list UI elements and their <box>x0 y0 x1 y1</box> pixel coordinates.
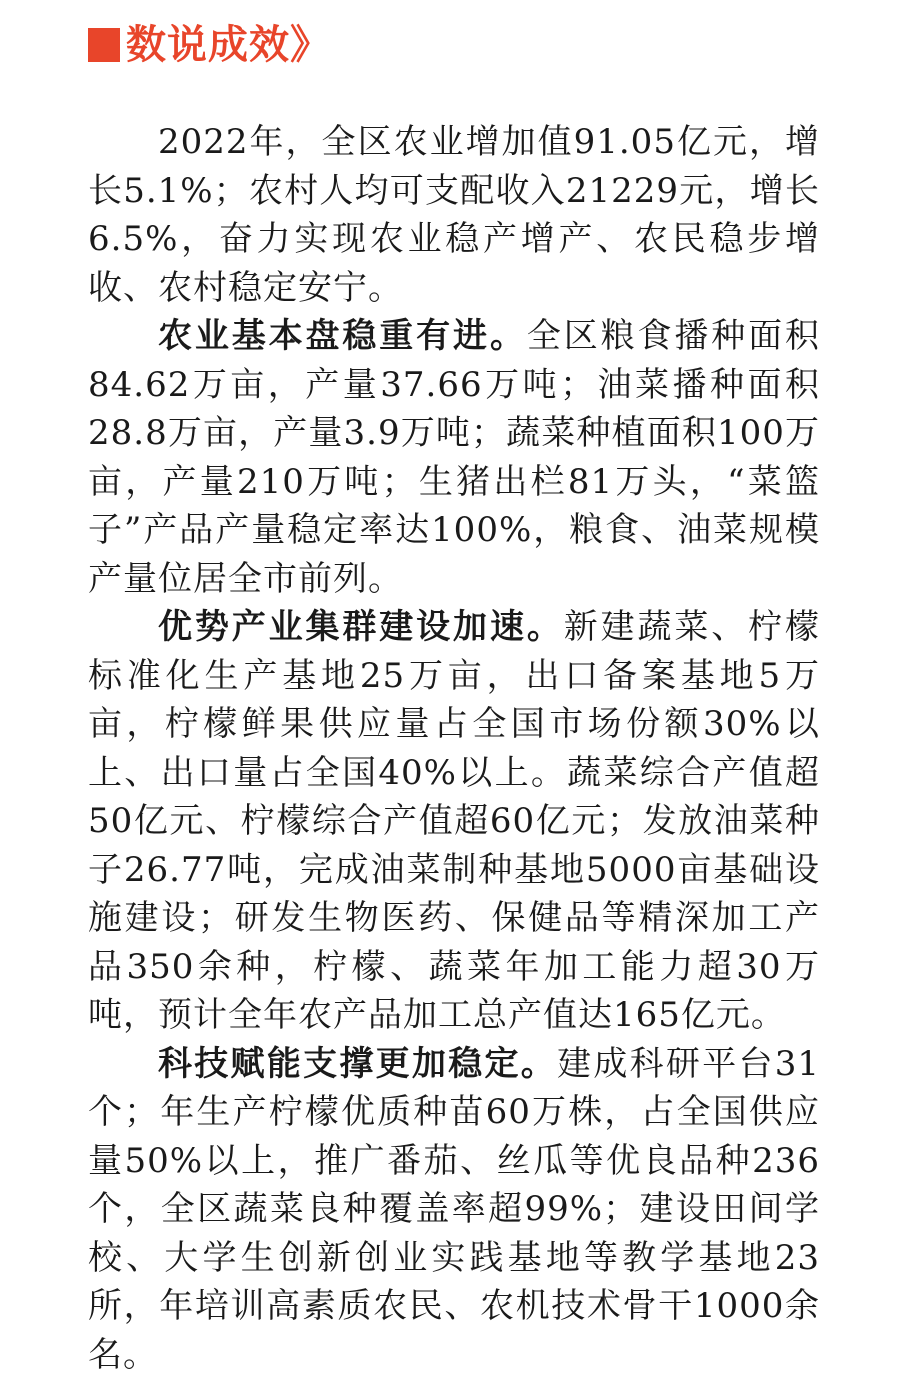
paragraph-lead: 科技赋能支撑更加稳定。 <box>158 1044 557 1084</box>
article-body <box>88 118 820 1379</box>
section-title: 数说成效》 <box>126 20 331 70</box>
paragraph-agriculture <box>88 312 820 603</box>
paragraph-lead: 农业基本盘稳重有进。 <box>158 316 527 356</box>
paragraph-text: 新建蔬菜、柠檬标准化生产基地25万亩，出口备案基地5万亩，柠檬鲜果供应量占全国市场份额30%以上、出口量占全国40%以上。蔬菜综合产值超50亿元、柠檬综合产值超60亿元；发放油菜种子26.77吨，完成油菜制种基地5000亩基础设施建设；研发生物医药、保健品等精深加工产品350余种，柠檬、蔬菜年加工能力超30万吨，预计全年农产品加工总产值达165亿元。 <box>88 607 820 1035</box>
paragraph-lead: 优势产业集群建设加速。 <box>158 607 564 647</box>
paragraph-technology <box>88 1040 820 1379</box>
section-header <box>88 20 331 70</box>
paragraph-text: 建成科研平台31个；年生产柠檬优质种苗60万株，占全国供应量50%以上，推广番茄、丝瓜等优良品种236个，全区蔬菜良种覆盖率超99%；建设田间学校、大学生创新创业实践基地等教学基地23所，年培训高素质农民、农机技术骨干1000余名。 <box>88 1044 820 1375</box>
paragraph-industry <box>88 603 820 1040</box>
header-square-marker <box>88 28 120 62</box>
paragraph-text: 2022年，全区农业增加值91.05亿元，增长5.1%；农村人均可支配收入21229元，增长6.5%，奋力实现农业稳产增产、农民稳步增收、农村稳定安宁。 <box>88 122 820 308</box>
paragraph-text: 全区粮食播种面积84.62万亩，产量37.66万吨；油菜播种面积28.8万亩，产量3.9万吨；蔬菜种植面积100万亩，产量210万吨；生猪出栏81万头，“菜篮子”产品产量稳定率达100%，粮食、油菜规模产量位居全市前列。 <box>88 316 820 599</box>
paragraph-intro <box>88 118 820 312</box>
